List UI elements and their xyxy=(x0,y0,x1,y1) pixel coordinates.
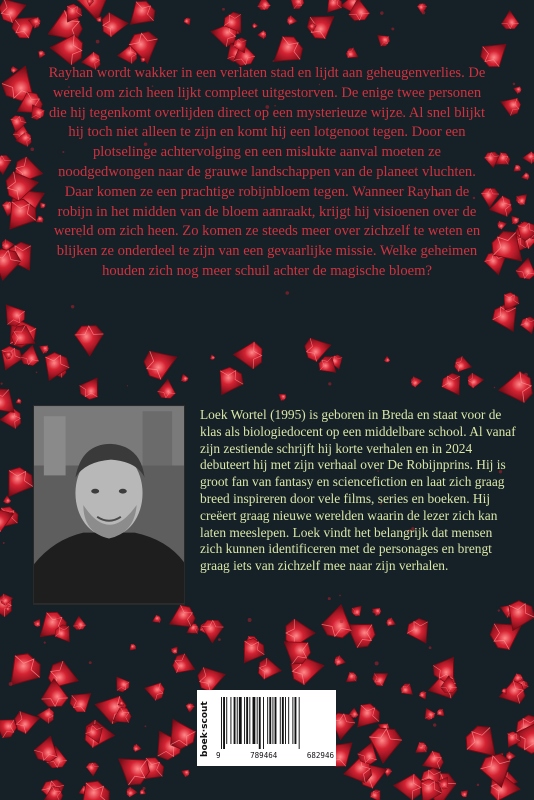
ruby-gem-icon xyxy=(75,325,105,356)
isbn-group-2: 682946 xyxy=(306,751,334,760)
barcode-bar xyxy=(259,697,261,749)
ruby-gem-icon xyxy=(170,644,180,654)
ruby-gem-icon xyxy=(122,0,159,34)
ruby-gem-icon xyxy=(37,708,54,724)
ruby-speck xyxy=(375,661,379,665)
ruby-gem-icon xyxy=(343,670,359,686)
ruby-gem-icon xyxy=(519,316,534,337)
ruby-gem-icon xyxy=(67,685,98,716)
ruby-gem-icon xyxy=(233,341,262,369)
barcode-bar xyxy=(221,697,222,749)
barcode-bar xyxy=(295,697,297,744)
ruby-gem-icon xyxy=(498,93,523,117)
barcode-bar xyxy=(244,697,245,744)
barcode-bar xyxy=(285,697,286,744)
ruby-gem-icon xyxy=(180,767,191,777)
ruby-speck xyxy=(71,305,74,308)
barcode-bar xyxy=(269,697,271,744)
isbn-number xyxy=(216,751,334,760)
ruby-gem-icon xyxy=(508,213,520,225)
barcode-bar xyxy=(263,697,264,749)
barcode-bar xyxy=(267,697,268,744)
ruby-gem-icon xyxy=(72,616,86,630)
ruby-gem-icon xyxy=(102,11,129,37)
ruby-gem-icon xyxy=(460,788,471,799)
ruby-speck xyxy=(1,383,3,385)
ruby-speck xyxy=(328,382,331,385)
ruby-speck xyxy=(380,11,383,14)
barcode-bar xyxy=(257,697,258,744)
barcode-bar xyxy=(234,697,236,744)
ruby-gem-icon xyxy=(334,655,347,668)
ruby-gem-icon xyxy=(287,15,298,26)
ruby-gem-icon xyxy=(421,706,436,722)
ruby-gem-icon xyxy=(501,10,519,29)
ruby-speck xyxy=(433,723,436,726)
ruby-gem-icon xyxy=(127,643,137,653)
ruby-gem-icon xyxy=(304,6,342,43)
ruby-gem-icon xyxy=(468,372,485,388)
ruby-speck xyxy=(524,373,528,377)
ruby-gem-icon xyxy=(76,372,106,402)
ruby-gem-icon xyxy=(209,354,215,361)
ruby-gem-icon xyxy=(436,707,447,718)
ruby-gem-icon xyxy=(386,617,398,629)
ruby-speck xyxy=(513,83,516,86)
ruby-speck xyxy=(143,787,146,790)
ruby-gem-icon xyxy=(520,172,529,181)
ruby-gem-icon xyxy=(111,673,132,694)
ruby-gem-icon xyxy=(86,762,100,776)
ruby-gem-icon xyxy=(32,617,43,628)
ruby-gem-icon xyxy=(384,356,390,362)
author-bio: Loek Wortel (1995) is geboren in Breda en staat voor de klas als biologiedocent op een middelbare school. Al vanaf zijn zestiende schrijft hij korte verhalen en in 2024 debuteert hij met zijn verhaal over De Robijnprins. Hij is groot fan van fantasy en sciencefiction en laat zich graag breed inspireren door vele films, series en boeken. Hij creëert graag nieuwe werelden waarin de lezer zich kan laten meeslepen. Loek vindt het belangrijk dat mensen zich kunnen identificeren met de personages en brengt graag iets van zichzelf mee naar zijn verhalen. xyxy=(200,407,516,574)
ruby-speck xyxy=(248,618,252,622)
barcode-bar xyxy=(249,697,250,744)
ruby-gem-icon xyxy=(171,651,199,679)
ruby-speck xyxy=(419,744,422,747)
isbn-prefix: 9 xyxy=(216,751,221,760)
barcode-bar xyxy=(280,697,281,744)
ruby-gem-icon xyxy=(439,371,468,401)
ruby-gem-icon xyxy=(258,657,283,681)
ruby-speck xyxy=(494,387,495,388)
ruby-gem-icon xyxy=(142,679,165,702)
ruby-speck xyxy=(429,646,432,649)
ruby-gem-icon xyxy=(321,0,344,17)
barcode-bar xyxy=(230,697,231,744)
ruby-gem-icon xyxy=(210,364,247,401)
ruby-speck xyxy=(96,40,100,44)
ruby-gem-icon xyxy=(3,495,11,503)
book-blurb: Rayhan wordt wakker in een verlaten stad en lijdt aan geheugenverlies. De wereld om zich heen lijkt compleet uitgestorven. De enige twee personen die hij tegenkomt overlijden direct op een mysterieuze wijze. Al snel blijkt hij toch niet alleen te zijn en komt hij een lotgenoot tegen. Door een plotselinge achtervolging en een mislukte aanval moeten ze noodgedwongen naar de grauwe landschappen van de planeet vluchten. Daar komen ze een prachtige robijnbloem tegen. Wanneer Rayhan de robijn in het midden van de bloem aanraakt, krijgt hij visioenen over de wereld om zich heen. Zo komen ze steeds meer over zichzelf te weten en blijken ze onderdeel te zijn van een gevaarlijke missie. Welke geheimen houden zich nog meer schuil achter de magische bloem? xyxy=(48,65,486,279)
ruby-speck xyxy=(30,147,34,151)
barcode-bar xyxy=(299,697,300,749)
ruby-speck xyxy=(328,597,331,600)
ruby-gem-icon xyxy=(404,616,437,649)
ruby-speck xyxy=(477,784,479,786)
ruby-speck xyxy=(56,617,59,620)
ruby-speck xyxy=(127,385,128,386)
barcode-bar xyxy=(292,697,293,744)
ruby-gem-icon xyxy=(185,703,194,713)
publisher-logo: boek·scout xyxy=(200,701,210,757)
ruby-speck xyxy=(148,15,150,17)
ruby-speck xyxy=(44,642,46,644)
ruby-gem-icon xyxy=(0,648,46,695)
ruby-gem-icon xyxy=(345,46,361,62)
barcode-bar xyxy=(226,697,227,744)
barcode-bar xyxy=(239,697,242,744)
ruby-gem-icon xyxy=(371,667,392,688)
isbn-group-1: 789464 xyxy=(250,751,278,760)
ruby-speck xyxy=(222,8,225,11)
ruby-gem-icon xyxy=(497,219,508,230)
ruby-gem-icon xyxy=(257,30,266,39)
ruby-gem-icon xyxy=(514,190,531,207)
ruby-gem-icon xyxy=(412,740,429,757)
ruby-gem-icon xyxy=(522,152,534,164)
isbn-barcode xyxy=(220,697,330,749)
ruby-gem-icon xyxy=(511,164,522,175)
ruby-gem-icon xyxy=(411,376,424,388)
author-portrait-icon xyxy=(34,406,184,604)
ruby-gem-icon xyxy=(133,744,142,753)
ruby-gem-icon xyxy=(13,707,42,735)
ruby-gem-icon xyxy=(179,373,189,383)
ruby-gem-icon xyxy=(286,0,306,11)
ruby-gem-icon xyxy=(14,398,22,405)
ruby-speck xyxy=(422,11,425,14)
ruby-gem-icon xyxy=(141,343,182,383)
ruby-gem-icon xyxy=(497,370,533,405)
ruby-speck xyxy=(372,611,375,614)
ruby-gem-icon xyxy=(110,747,154,791)
ruby-gem-icon xyxy=(418,690,429,701)
ruby-gem-icon xyxy=(374,30,392,48)
author-photo xyxy=(33,405,185,605)
ruby-gem-icon xyxy=(369,788,385,800)
ruby-gem-icon xyxy=(37,350,72,386)
ruby-speck xyxy=(89,661,92,664)
ruby-gem-icon xyxy=(253,23,259,28)
ruby-gem-icon xyxy=(454,355,474,374)
ruby-speck xyxy=(36,372,38,374)
barcode-bar xyxy=(275,697,277,744)
barcode-bar xyxy=(288,697,289,744)
ruby-gem-icon xyxy=(157,378,177,399)
ruby-gem-icon xyxy=(393,773,422,800)
barcode-bar xyxy=(253,697,256,744)
ruby-speck xyxy=(391,27,394,30)
ruby-speck xyxy=(339,595,341,597)
ruby-gem-icon xyxy=(127,787,138,797)
ruby-gem-icon xyxy=(320,602,356,639)
ruby-speck xyxy=(273,60,275,62)
barcode-bar xyxy=(282,697,284,744)
ruby-gem-icon xyxy=(276,391,287,402)
ruby-gem-icon xyxy=(512,85,522,95)
ruby-gem-icon xyxy=(350,602,365,618)
ruby-gem-icon xyxy=(36,50,46,60)
ruby-gem-icon xyxy=(257,0,271,10)
ruby-gem-icon xyxy=(71,776,115,800)
barcode-bar xyxy=(223,697,225,749)
barcode-bar xyxy=(272,697,273,744)
ruby-gem-icon xyxy=(183,17,193,27)
ruby-gem-icon xyxy=(151,614,162,625)
ruby-gem-icon xyxy=(399,681,417,699)
ruby-gem-icon xyxy=(0,155,12,175)
ruby-speck xyxy=(498,609,500,611)
barcode-bar xyxy=(237,697,238,744)
ruby-speck xyxy=(145,725,147,727)
ruby-speck xyxy=(340,619,344,623)
ruby-gem-icon xyxy=(37,342,50,355)
ruby-speck xyxy=(3,542,5,544)
ruby-gem-icon xyxy=(370,605,382,617)
ruby-speck xyxy=(285,291,289,295)
ruby-speck xyxy=(9,682,13,686)
ruby-speck xyxy=(218,638,221,641)
barcode-bar xyxy=(246,697,248,744)
